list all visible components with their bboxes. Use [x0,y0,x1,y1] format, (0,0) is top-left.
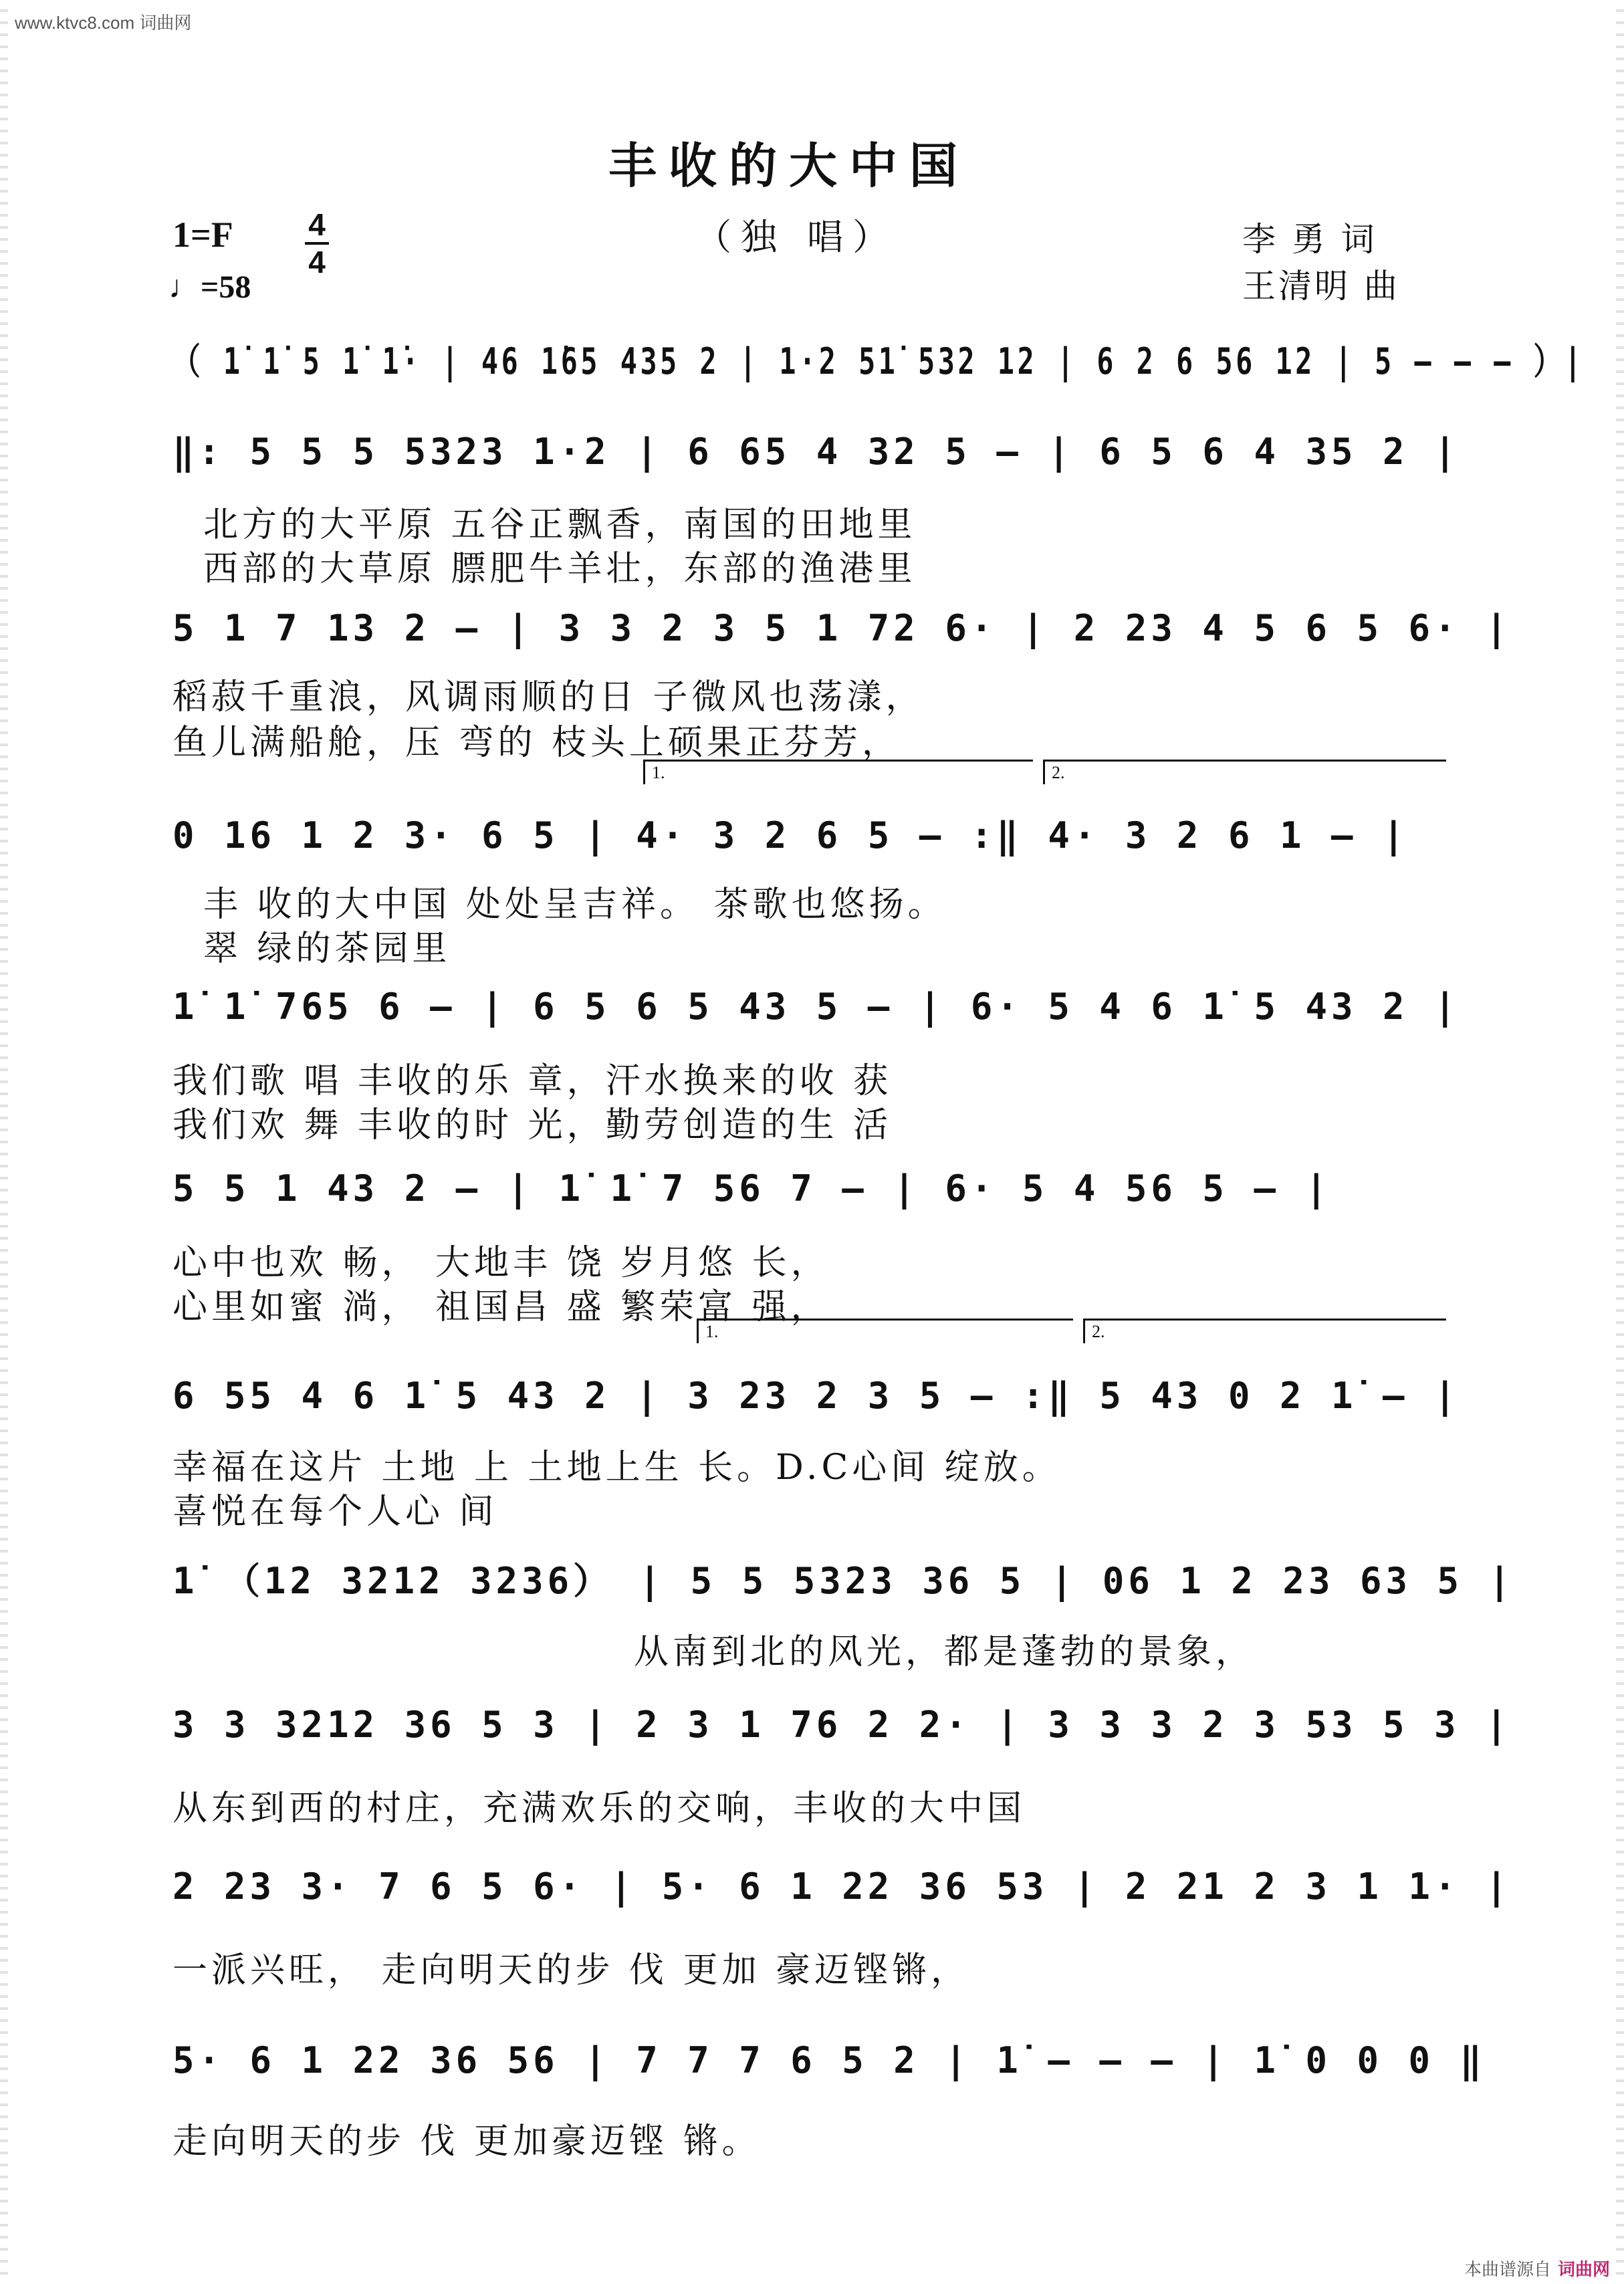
lyric-row-6-verse-1: 幸福在这片 土地 上 土地上生 长。D.C心间 绽放。 [172,1448,1061,1488]
lyric-row-2-verse-1: 稻菽千重浪，风调雨顺的日 子微风也荡漾， [172,677,925,717]
notation-row-7: 1̇ （12 3212 3236） | 5 5 5323 36 5 | 06 1 2 23 63 5 | [172,1560,1515,1602]
notation-row-6: 6 55 4 6 1̇ 5 43 2 | 3 23 2 3 5 – :‖ 5 43 0 2 1̇ – | [172,1375,1460,1417]
composer-credit: 王清明 曲 [1242,267,1400,306]
notation-row-9: 2 23 3· 7 6 5 6· | 5· 6 1 22 36 53 | 2 21 2 3 1 1· | [172,1865,1512,1908]
lyric-row-7: 从南到北的风光，都是蓬勃的景象， [634,1632,1255,1672]
lyric-row-8: 从东到西的村庄，充满欢乐的交响，丰收的大中国 [172,1789,1026,1829]
volta-bracket-second: 2. [1043,760,1446,784]
lyric-row-5-verse-2: 心里如蜜 淌， 祖国昌 盛 繁荣富 强， [172,1287,830,1327]
lyric-row-1-verse-2: 西部的大草原 膘肥牛羊壮，东部的渔港里 [203,549,917,589]
notation-row-4: 1̇ 1̇ 765 6 – | 6 5 6 5 43 5 – | 6· 5 4 6 1̇ 5 43 2 | [172,986,1460,1028]
lyric-row-10: 走向明天的步 伐 更加豪迈铿 锵。 [172,2122,761,2162]
lyric-row-9: 一派兴旺， 走向明天的步 伐 更加 豪迈铿锵， [172,1950,970,1990]
notation-row-intro: （ 1̇ 1̇ 5 1̇ 1̇· | 46 1̇65 435 2 | 1·2 51̇ 532 12 | 6 2 6 56 12 | 5 – – – ）| [172,340,1585,382]
lyric-row-4-verse-2: 我们欢 舞 丰收的时 光，勤劳创造的生 活 [172,1105,893,1145]
meter-top: 4 [308,207,326,242]
notation-row-1: ‖: 5 5 5 5323 1·2 | 6 65 4 32 5 – | 6 5 6 4 35 2 | [172,431,1460,473]
notation-row-5: 5 5 1 43 2 – | 1̇ 1̇ 7 56 7 – | 6· 5 4 56 5 – | [172,1167,1331,1210]
footer-site-link[interactable]: 词曲网 [1558,2259,1611,2279]
notation-row-8: 3 3 3212 36 5 3 | 2 3 1 76 2 2· | 3 3 3 2 3 53 5 3 | [172,1704,1512,1746]
time-signature [305,209,329,278]
volta-bracket-first: 1. [643,760,1033,784]
right-margin-strip [1616,0,1624,2284]
meter-bottom: 4 [308,245,326,279]
lyric-row-5-verse-1: 心中也欢 畅， 大地丰 饶 岁月悠 长， [172,1243,830,1283]
lyric-row-2-verse-2: 鱼儿满船舱，压 弯的 枝头上硕果正芬芳， [172,723,901,763]
key-signature: 1=F [172,215,233,255]
tempo-marking: ♩=58 [168,269,251,305]
volta-bracket-first-2: 1. [697,1319,1073,1343]
lyric-row-3-verse-1: 丰 收的大中国 处处呈吉祥。 茶歌也悠扬。 [203,885,947,925]
notation-row-3: 0 16 1 2 3· 6 5 | 4· 3 2 6 5 – :‖ 4· 3 2 6 1 – | [172,814,1409,856]
lyric-row-4-verse-1: 我们歌 唱 丰收的乐 章，汗水换来的收 获 [172,1061,893,1101]
site-header[interactable]: www.ktvc8.com 词曲网 [15,13,192,33]
left-margin-strip [0,0,8,2284]
notation-row-10: 5· 6 1 22 36 56 | 7 7 7 6 5 2 | 1̇ – – – | 1̇ 0 0 0 ‖ [172,2039,1486,2081]
lyricist-credit: 李 勇 词 [1242,220,1377,259]
volta-bracket-second-2: 2. [1083,1319,1446,1343]
song-subtitle: （独 唱） [695,216,899,258]
footer-source: 本曲谱源自 [1464,2259,1552,2279]
lyric-row-6-verse-2: 喜悦在每个人心 间 [172,1492,498,1532]
lyric-row-1-verse-1: 北方的大平原 五谷正飘香，南国的田地里 [203,505,917,545]
lyric-row-3-verse-2: 翠 绿的茶园里 [203,929,451,969]
song-title: 丰收的大中国 [608,138,970,194]
notation-row-2: 5 1 7 13 2 – | 3 3 2 3 5 1 72 6· | 2 23 4 5 6 5 6· | [172,607,1512,649]
